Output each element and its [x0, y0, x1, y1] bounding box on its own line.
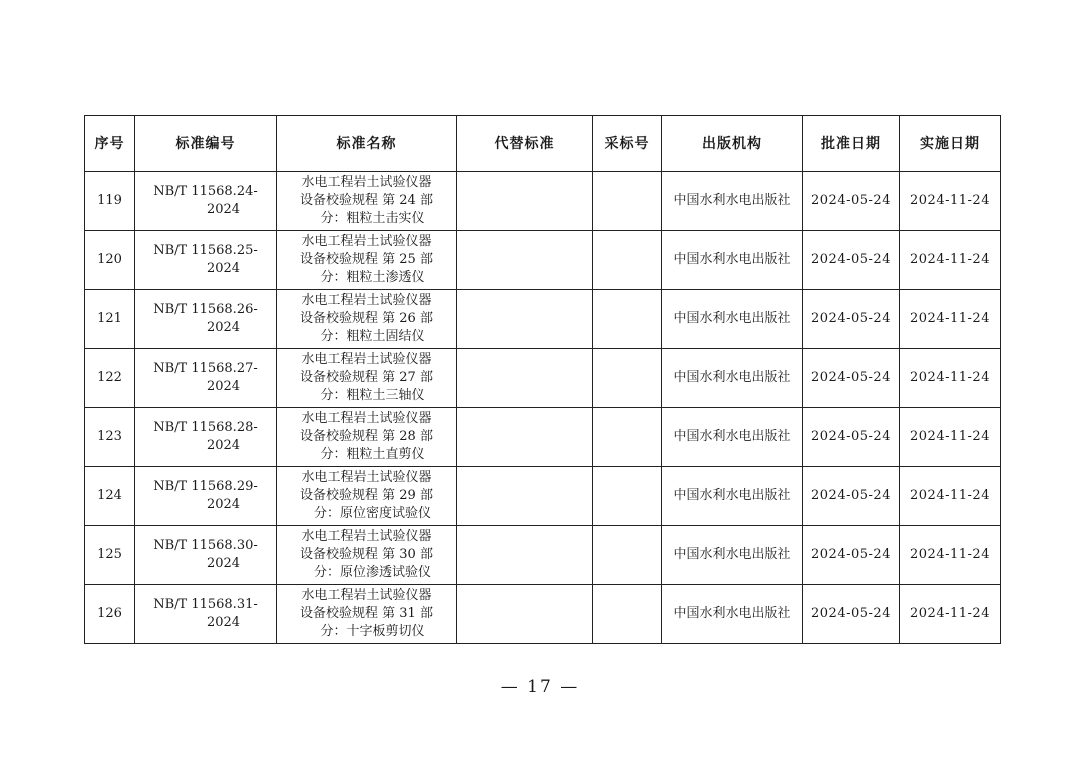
- standard-name-line1: 水电工程岩土试验仪器: [301, 352, 432, 367]
- header-effective-date: 实施日期: [900, 116, 1001, 172]
- replaced-standard: [457, 467, 593, 526]
- table-row: [85, 467, 1001, 526]
- standard-name-line3: 分：粗粒土击实仪: [320, 211, 425, 226]
- approval-date: 2024-05-24: [803, 290, 900, 349]
- standard-name-line1: 水电工程岩土试验仪器: [301, 293, 432, 308]
- standard-name-line3: 分：十字板剪切仪: [320, 624, 425, 639]
- effective-date: 2024-11-24: [900, 349, 1001, 408]
- standard-code-line2: 2024: [206, 556, 241, 571]
- replaced-standard: [457, 349, 593, 408]
- replaced-standard: [457, 290, 593, 349]
- standard-name-line1: 水电工程岩土试验仪器: [301, 411, 432, 426]
- standard-code: [135, 290, 277, 349]
- standard-code: [135, 585, 277, 644]
- effective-date: 2024-11-24: [900, 467, 1001, 526]
- replaced-standard: [457, 172, 593, 231]
- standard-code: [135, 231, 277, 290]
- standard-name-line1: 水电工程岩土试验仪器: [301, 529, 432, 544]
- publisher: 中国水利水电出版社: [662, 408, 803, 467]
- adopted-standard: [593, 467, 662, 526]
- row-index: 119: [85, 172, 135, 231]
- standard-name: [277, 526, 457, 585]
- standard-code-line1: NB/T 11568.24-: [153, 184, 258, 199]
- approval-date: 2024-05-24: [803, 526, 900, 585]
- effective-date: 2024-11-24: [900, 231, 1001, 290]
- standard-name-line1: 水电工程岩土试验仪器: [301, 588, 432, 603]
- approval-date: 2024-05-24: [803, 172, 900, 231]
- row-index: 125: [85, 526, 135, 585]
- effective-date: 2024-11-24: [900, 408, 1001, 467]
- standard-name-line2: 设备校验规程 第 28 部: [300, 429, 433, 444]
- standard-code-line2: 2024: [206, 615, 241, 630]
- row-index: 122: [85, 349, 135, 408]
- standard-code-line1: NB/T 11568.29-: [153, 479, 258, 494]
- standard-name-line1: 水电工程岩土试验仪器: [301, 234, 432, 249]
- standard-code: [135, 172, 277, 231]
- adopted-standard: [593, 585, 662, 644]
- standard-code-line1: NB/T 11568.27-: [153, 361, 258, 376]
- standard-code-line2: 2024: [206, 202, 241, 217]
- effective-date: 2024-11-24: [900, 526, 1001, 585]
- row-index: 123: [85, 408, 135, 467]
- standard-name: [277, 231, 457, 290]
- replaced-standard: [457, 231, 593, 290]
- adopted-standard: [593, 231, 662, 290]
- replaced-standard: [457, 526, 593, 585]
- page-number: — 17 —: [500, 677, 580, 697]
- approval-date: 2024-05-24: [803, 408, 900, 467]
- adopted-standard: [593, 172, 662, 231]
- row-index: 120: [85, 231, 135, 290]
- standard-code-line2: 2024: [206, 379, 241, 394]
- standard-code: [135, 467, 277, 526]
- standard-code-line1: NB/T 11568.30-: [153, 538, 258, 553]
- standard-name-line3: 分：粗粒土三轴仪: [320, 388, 425, 403]
- table-row: [85, 585, 1001, 644]
- publisher: 中国水利水电出版社: [662, 231, 803, 290]
- standard-code-line2: 2024: [206, 438, 241, 453]
- row-index: 121: [85, 290, 135, 349]
- publisher: 中国水利水电出版社: [662, 467, 803, 526]
- standard-name-line2: 设备校验规程 第 29 部: [300, 488, 433, 503]
- standard-name-line2: 设备校验规程 第 30 部: [300, 547, 433, 562]
- effective-date: 2024-11-24: [900, 172, 1001, 231]
- table-row: [85, 408, 1001, 467]
- publisher: 中国水利水电出版社: [662, 172, 803, 231]
- standard-name-line3: 分：粗粒土渗透仪: [320, 270, 425, 285]
- row-index: 124: [85, 467, 135, 526]
- standard-name-line3: 分：原位密度试验仪: [313, 506, 431, 521]
- header-publisher: 出版机构: [662, 116, 803, 172]
- approval-date: 2024-05-24: [803, 467, 900, 526]
- table-row: [85, 349, 1001, 408]
- table-row: [85, 172, 1001, 231]
- table-header-row: [85, 116, 1001, 172]
- standard-name-line2: 设备校验规程 第 31 部: [300, 606, 433, 621]
- table-row: [85, 231, 1001, 290]
- standard-name: [277, 349, 457, 408]
- standard-name-line2: 设备校验规程 第 24 部: [300, 193, 433, 208]
- header-index: 序号: [85, 116, 135, 172]
- standard-code: [135, 526, 277, 585]
- standard-name-line1: 水电工程岩土试验仪器: [301, 175, 432, 190]
- standard-name-line3: 分：粗粒土固结仪: [320, 329, 425, 344]
- standard-name-line2: 设备校验规程 第 25 部: [300, 252, 433, 267]
- publisher: 中国水利水电出版社: [662, 349, 803, 408]
- standard-code-line2: 2024: [206, 497, 241, 512]
- standard-name: [277, 408, 457, 467]
- standard-name: [277, 290, 457, 349]
- approval-date: 2024-05-24: [803, 349, 900, 408]
- standard-code-line2: 2024: [206, 261, 241, 276]
- approval-date: 2024-05-24: [803, 231, 900, 290]
- adopted-standard: [593, 408, 662, 467]
- standard-name-line3: 分：原位渗透试验仪: [313, 565, 431, 580]
- standard-name-line3: 分：粗粒土直剪仪: [320, 447, 425, 462]
- standard-code-line1: NB/T 11568.31-: [153, 597, 258, 612]
- standard-name-line2: 设备校验规程 第 27 部: [300, 370, 433, 385]
- header-adopted: 采标号: [593, 116, 662, 172]
- standard-code: [135, 349, 277, 408]
- effective-date: 2024-11-24: [900, 585, 1001, 644]
- standard-code-line2: 2024: [206, 320, 241, 335]
- standard-name: [277, 172, 457, 231]
- table-row: [85, 290, 1001, 349]
- standard-name-line2: 设备校验规程 第 26 部: [300, 311, 433, 326]
- standard-code-line1: NB/T 11568.25-: [153, 243, 258, 258]
- publisher: 中国水利水电出版社: [662, 526, 803, 585]
- table-row: [85, 526, 1001, 585]
- header-replaced: 代替标准: [457, 116, 593, 172]
- standard-name-line1: 水电工程岩土试验仪器: [301, 470, 432, 485]
- standard-code: [135, 408, 277, 467]
- replaced-standard: [457, 585, 593, 644]
- adopted-standard: [593, 526, 662, 585]
- standards-table: [84, 115, 1001, 644]
- header-name: 标准名称: [277, 116, 457, 172]
- standard-name: [277, 467, 457, 526]
- adopted-standard: [593, 290, 662, 349]
- adopted-standard: [593, 349, 662, 408]
- effective-date: 2024-11-24: [900, 290, 1001, 349]
- header-approval-date: 批准日期: [803, 116, 900, 172]
- header-code: 标准编号: [135, 116, 277, 172]
- standard-code-line1: NB/T 11568.28-: [153, 420, 258, 435]
- approval-date: 2024-05-24: [803, 585, 900, 644]
- standard-code-line1: NB/T 11568.26-: [153, 302, 258, 317]
- publisher: 中国水利水电出版社: [662, 585, 803, 644]
- replaced-standard: [457, 408, 593, 467]
- standard-name: [277, 585, 457, 644]
- row-index: 126: [85, 585, 135, 644]
- publisher: 中国水利水电出版社: [662, 290, 803, 349]
